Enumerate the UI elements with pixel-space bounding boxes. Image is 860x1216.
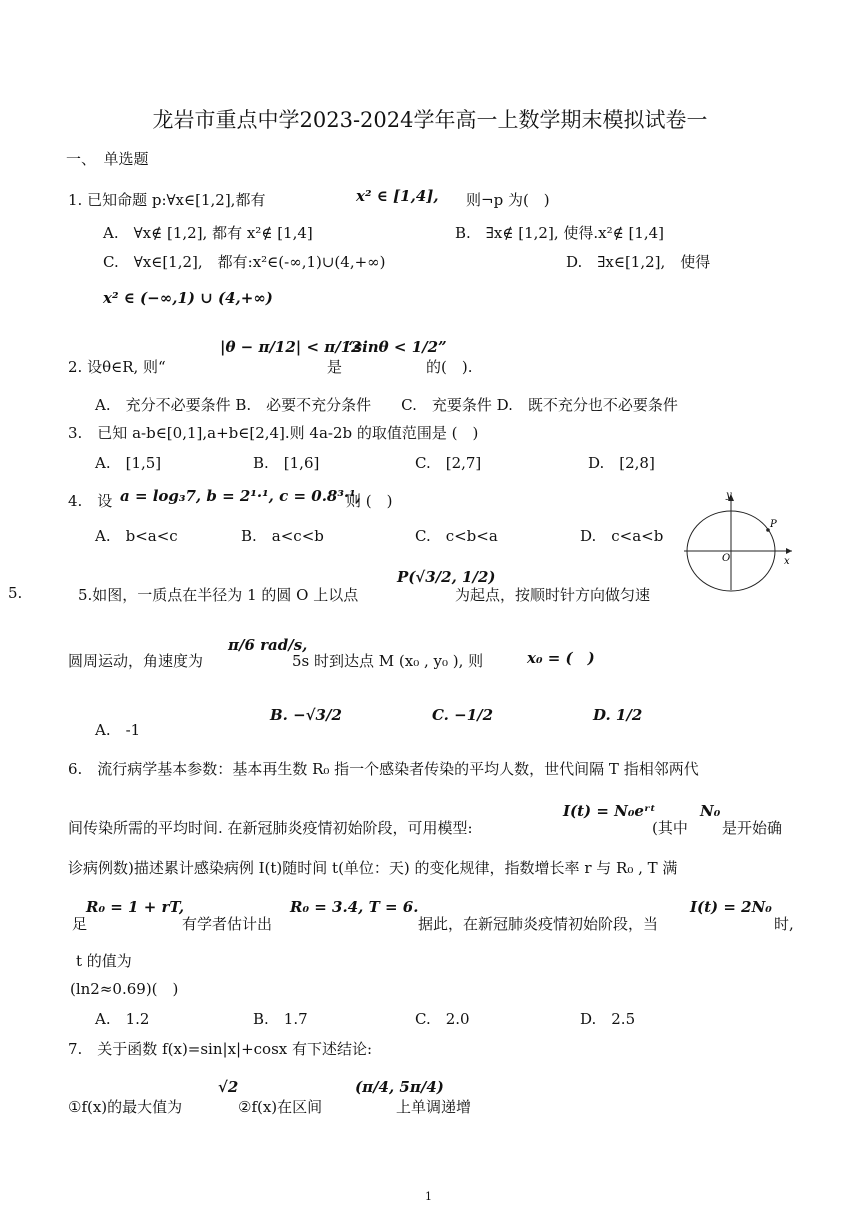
q3-stem: 3. 已知 a-b∈[0,1],a+b∈[2,4].则 4a-2b 的取值范围是 ( ) (68, 424, 479, 442)
fig-origin-label: O (722, 553, 731, 564)
fig-x-label: x (784, 556, 790, 567)
q6-n0: N₀ (700, 802, 721, 820)
q1-math: x² ∈ [1,4], (356, 187, 439, 205)
q1-stem: 1. 已知命题 p:∀x∈[1,2],都有 (68, 191, 266, 209)
q3-option-c: C. [2,7] (415, 454, 482, 472)
fig-y-label: y (726, 490, 732, 501)
q7-stem: 7. 关于函数 f(x)=sin|x|+cosx 有下述结论: (68, 1040, 373, 1058)
q6-estimate: R₀ = 3.4, T = 6. (290, 898, 419, 916)
q3-option-a: A. [1,5] (95, 454, 162, 472)
q4-option-a: A. b<a<c (95, 527, 178, 545)
section-heading: 一、 单选题 (66, 150, 149, 168)
fig-p-label: P (770, 519, 777, 530)
q5-option-a: A. -1 (95, 721, 141, 739)
q4-math: a = log₃7, b = 2¹·¹, c = 0.8³·¹, (120, 487, 361, 505)
q7-statement-1: ①f(x)的最大值为 (68, 1098, 183, 1116)
q6-line-6: (ln2≈0.69)( ) (70, 980, 179, 998)
q4-tail: 则 ( ) (346, 492, 393, 510)
q5-number: 5. (8, 584, 23, 602)
q6-condition: I(t) = 2N₀ (690, 898, 772, 916)
q1-option-a: A. ∀x∉ [1,2], 都有 x²∉ [1,4] (103, 224, 313, 242)
q6-line-3: 诊病例数)描述累计感染病例 I(t)随时间 t(单位：天) 的变化规律，指数增长率 r 与 R₀ , T 满 (68, 859, 678, 877)
q2-math-2: “sinθ < 1/2” (345, 338, 447, 356)
q6-line-2c: 是开始确 (722, 819, 783, 837)
q6-line-1: 6. 流行病学基本参数：基本再生数 R₀ 指一个感染者传染的平均人数，世代间隔 T 指相邻两代 (68, 760, 699, 778)
q6-model: I(t) = N₀eʳᵗ (563, 802, 656, 820)
q5-option-b: B. −√3/2 (270, 706, 342, 724)
q5-option-c: C. −1/2 (432, 706, 494, 724)
q5-omega: π/6 rad/s, (228, 636, 308, 654)
q5-x0: x₀ = ( ) (527, 649, 595, 667)
q7-statement-3: 上单调递增 (396, 1098, 472, 1116)
q2-stem: 2. 设θ∈R, 则“ (68, 358, 166, 376)
page-title: 龙岩市重点中学2023-2024学年高一上数学期末模拟试卷一 (152, 108, 708, 132)
q4-option-b: B. a<c<b (241, 527, 324, 545)
q2-options: A. 充分不必要条件 B. 必要不充分条件 C. 充要条件 D. 既不充分也不必要条件 (95, 396, 678, 414)
unit-circle-figure (680, 488, 795, 593)
q1-tail: 则¬p 为( ) (466, 191, 550, 209)
q7-statement-2: ②f(x)在区间 (238, 1098, 323, 1116)
q5-line-2a: 圆周运动，角速度为 (68, 652, 204, 670)
q1-option-b: B. ∃x∉ [1,2], 使得.x²∉ [1,4] (455, 224, 665, 242)
q6-line-4d: 时, (774, 915, 794, 933)
q3-option-d: D. [2,8] (588, 454, 655, 472)
q6-relation: R₀ = 1 + rT, (86, 898, 185, 916)
q4-option-d: D. c<a<b (580, 527, 664, 545)
q4-stem: 4. 设 (68, 492, 113, 510)
q6-option-c: C. 2.0 (415, 1010, 470, 1028)
q2-mid: 是 (327, 358, 343, 376)
q7-sqrt2: √2 (218, 1078, 239, 1096)
q5-point: P(√3/2, 1/2) (397, 568, 496, 586)
q5-line-2b: 5s 时到达点 M (x₀ , y₀ ), 则 (292, 652, 484, 670)
q6-option-d: D. 2.5 (580, 1010, 636, 1028)
q5-option-d: D. 1/2 (593, 706, 643, 724)
q1-option-c: C. ∀x∈[1,2], 都有:x²∈(-∞,1)∪(4,+∞) (103, 253, 386, 271)
q3-option-b: B. [1,6] (253, 454, 320, 472)
q5-stem: 5.如图，一质点在半径为 1 的圆 O 上以点 (78, 586, 359, 604)
q6-line-4c: 据此，在新冠肺炎疫情初始阶段，当 (418, 915, 659, 933)
q6-option-b: B. 1.7 (253, 1010, 308, 1028)
q6-option-a: A. 1.2 (95, 1010, 150, 1028)
q2-math-1: |θ − π/12| < π/12 (220, 338, 362, 356)
q6-line-4b: 有学者估计出 (182, 915, 273, 933)
q1-option-d: D. ∃x∈[1,2], 使得 (566, 253, 711, 271)
q4-option-c: C. c<b<a (415, 527, 498, 545)
q2-tail: 的( ). (426, 358, 473, 376)
q7-interval: (π/4, 5π/4) (355, 1078, 444, 1096)
q6-line-4a: 足 (72, 915, 88, 933)
q5-stem-2: 为起点，按顺时针方向做匀速 (455, 586, 651, 604)
q6-line-2b: (其中 (652, 819, 688, 837)
q6-line-2a: 间传染所需的平均时间. 在新冠肺炎疫情初始阶段，可用模型: (68, 819, 473, 837)
q6-line-5: t 的值为 (76, 952, 132, 970)
q1-option-d-math: x² ∈ (−∞,1) ∪ (4,+∞) (103, 289, 273, 307)
page-number: 1 (425, 1190, 432, 1203)
